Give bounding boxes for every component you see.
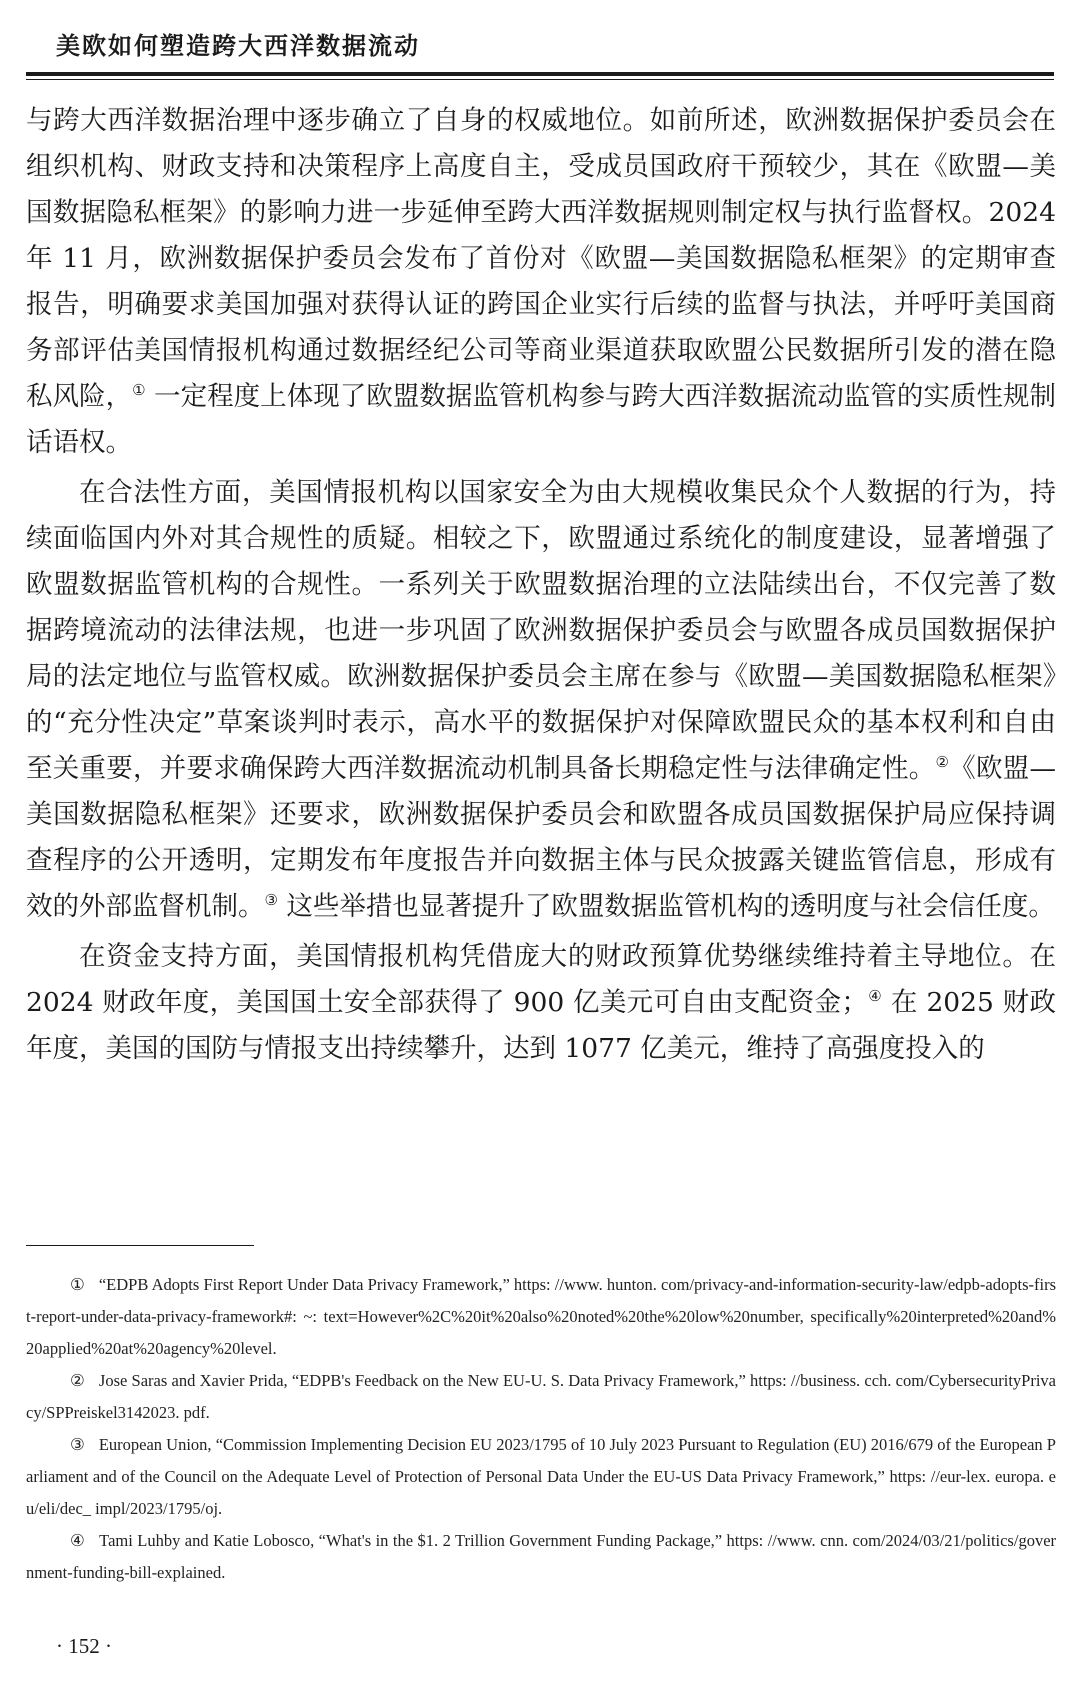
paragraph-2 <box>26 470 1056 930</box>
footnote-1-mark: ① <box>70 1275 85 1294</box>
footnote-ref-2[interactable]: ② <box>935 753 950 771</box>
running-header-title: 美欧如何塑造跨大西洋数据流动 <box>56 31 420 60</box>
footnote-4-text: Tami Luhby and Katie Lobosco, “What's in the $1. 2 Trillion Government Funding Package,” https: //www. cnn. com/2024/03/21/politics/government-funding-bill-explained. <box>26 1531 1057 1582</box>
footnote-ref-4[interactable]: ④ <box>867 987 883 1005</box>
paragraph-2-text-a: 在合法性方面，美国情报机构以国家安全为由大规模收集民众个人数据的行为，持续面临国内外对其合规性的质疑。相较之下，欧盟通过系统化的制度建设，显著增强了欧盟数据监管机构的合规性。一系列关于欧盟数据治理的立法陆续出台，不仅完善了数据跨境流动的法律法规，也进一步巩固了欧洲数据保护委员会与欧盟各成员国数据保护局的法定地位与监管权威。欧洲数据保护委员会主席在参与《欧盟—美国数据隐私框架》的“充分性决定”草案谈判时表示，高水平的数据保护对保障欧盟民众的基本权利和自由至关重要，并要求确保跨大西洋数据流动机制具备长期稳定性与法律确定性。 <box>26 477 1056 784</box>
paragraph-2-text-b: 《欧盟—美国数据隐私框架》还要求，欧洲数据保护委员会和欧盟各成员国数据保护局应保持调查程序的公开透明，定期发布年度报告并向数据主体与民众披露关键监管信息，形成有效的外部监督机制。 <box>26 753 1057 922</box>
footnote-1 <box>26 1269 1056 1365</box>
paragraph-3-text-a: 在资金支持方面，美国情报机构凭借庞大的财政预算优势继续维持着主导地位。在 2024 财政年度，美国国土安全部获得了 900 亿美元可自由支配资金； <box>26 941 1056 1018</box>
footnote-separator <box>26 1245 254 1246</box>
paragraph-1-text-a: 与跨大西洋数据治理中逐步确立了自身的权威地位。如前所述，欧洲数据保护委员会在组织机构、财政支持和决策程序上高度自主，受成员国政府干预较少，其在《欧盟—美国数据隐私框架》的影响力进一步延伸至跨大西洋数据规则制定权与执行监督权。2024 年 11 月，欧洲数据保护委员会发布了首份对《欧盟—美国数据隐私框架》的定期审查报告，明确要求美国加强对获得认证的跨国企业实行后续的监督与执法，并呼吁美国商务部评估美国情报机构通过数据经纪公司等商业渠道获取欧盟公民数据所引发的潜在隐私风险， <box>26 105 1056 412</box>
footnote-2-text: Jose Saras and Xavier Prida, “EDPB's Feedback on the New EU-U. S. Data Privacy Framework,” https: //business. cch. com/CybersecurityPrivacy/SPPreiskel3142023. pdf. <box>26 1371 1056 1422</box>
footnote-3-text: European Union, “Commission Implementing Decision EU 2023/1795 of 10 July 2023 Pursuant to Regulation (EU) 2016/679 of the European Parliament and of the Council on the Adequate Level of Protection of Personal Data Under the EU-US Data Privacy Framework,” https: //eur-lex. europa. eu/eli/dec_ impl/2023/1795/oj. <box>26 1435 1056 1518</box>
header-rule-thick <box>26 72 1054 76</box>
footnote-4-mark: ④ <box>70 1531 86 1550</box>
footnote-4 <box>26 1525 1056 1589</box>
footnote-2-mark: ② <box>70 1371 85 1390</box>
footnotes <box>26 1269 1056 1589</box>
paragraph-2-text-c: 这些举措也显著提升了欧盟数据监管机构的透明度与社会信任度。 <box>277 891 1055 922</box>
paragraph-3 <box>26 934 1056 1072</box>
page-number: · 152 · <box>56 1634 112 1658</box>
footnote-ref-3[interactable]: ③ <box>264 891 278 909</box>
footnote-1-text: “EDPB Adopts First Report Under Data Privacy Framework,” https: //www. hunton. com/privacy-and-information-security-law/edpb-adopts-first-report-under-data-privacy-framework#: ~: text=However%2C%20it%20also%20noted%20the%20low%20number, specifically%20interpreted%20and%20applied%20at%20agency%20level. <box>26 1275 1056 1358</box>
footnote-3-mark: ③ <box>70 1435 85 1454</box>
main-body <box>26 98 1056 1076</box>
paragraph-3-text-b: 在 2025 财政年度，美国的国防与情报支出持续攀升，达到 1077 亿美元，维持了高强度投入的 <box>26 987 1056 1064</box>
paragraph-1 <box>26 98 1056 466</box>
footnote-ref-1[interactable]: ① <box>132 381 146 399</box>
footnote-2 <box>26 1365 1056 1429</box>
paragraph-1-text-b: 一定程度上体现了欧盟数据监管机构参与跨大西洋数据流动监管的实质性规制话语权。 <box>26 381 1056 458</box>
footnote-3 <box>26 1429 1056 1525</box>
header-rule-thin <box>26 79 1054 80</box>
